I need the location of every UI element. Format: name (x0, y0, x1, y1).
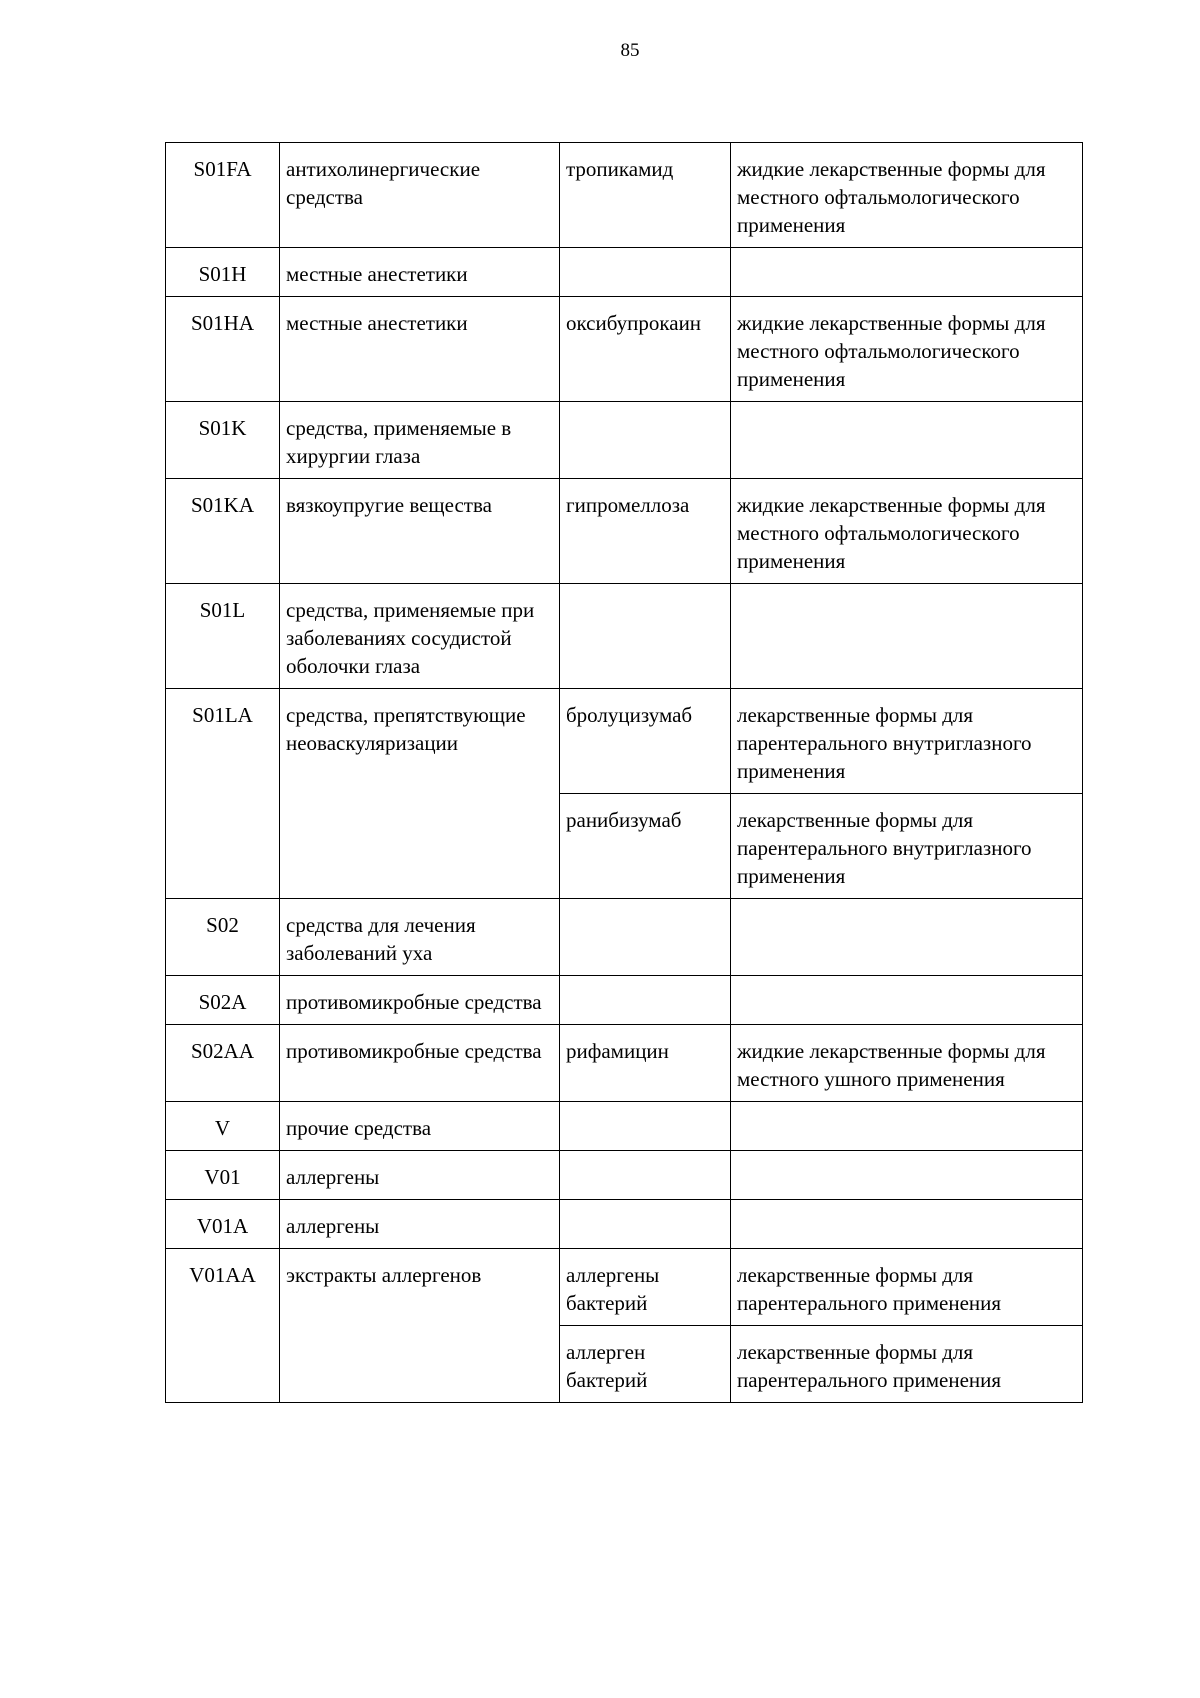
drug-name-cell: тропикамид (560, 143, 731, 248)
table-row (166, 1102, 1083, 1151)
table-row (166, 1025, 1083, 1102)
dosage-form-cell: жидкие лекарственные формы для местного офтальмологического применения (731, 479, 1083, 584)
drug-name-cell (560, 584, 731, 689)
table-body (166, 143, 1083, 1403)
pharmacological-group-cell: прочие средства (280, 1102, 560, 1151)
pharmacological-group-cell: противомикробные средства (280, 1025, 560, 1102)
drug-name-cell: рифамицин (560, 1025, 731, 1102)
table-row (166, 479, 1083, 584)
drug-name-cell (560, 1151, 731, 1200)
dosage-form-cell: лекарственные формы для парентерального внутриглазного применения (731, 689, 1083, 794)
atc-code-cell: S02AA (166, 1025, 280, 1102)
dosage-form-cell (731, 248, 1083, 297)
dosage-form-cell: жидкие лекарственные формы для местного офтальмологического применения (731, 297, 1083, 402)
dosage-form-cell: жидкие лекарственные формы для местного офтальмологического применения (731, 143, 1083, 248)
dosage-form-cell: лекарственные формы для парентерального применения (731, 1249, 1083, 1326)
table-row (166, 1151, 1083, 1200)
pharmacological-group-cell: местные анестетики (280, 248, 560, 297)
drug-name-cell: аллергены бактерий (560, 1249, 731, 1326)
atc-code-cell: S01KA (166, 479, 280, 584)
pharmacological-group-cell: вязкоупругие вещества (280, 479, 560, 584)
pharmacological-group-cell: противомикробные средства (280, 976, 560, 1025)
atc-code-cell: V01 (166, 1151, 280, 1200)
drug-name-cell (560, 1200, 731, 1249)
atc-code-cell: V01A (166, 1200, 280, 1249)
drug-name-cell: оксибупрокаин (560, 297, 731, 402)
atc-code-cell: V (166, 1102, 280, 1151)
drug-name-cell (560, 402, 731, 479)
table-row (166, 899, 1083, 976)
dosage-form-cell (731, 899, 1083, 976)
dosage-form-cell: лекарственные формы для парентерального внутриглазного применения (731, 794, 1083, 899)
table-row (166, 402, 1083, 479)
table-row (166, 297, 1083, 402)
atc-code-cell: S01HA (166, 297, 280, 402)
drug-classification-table (165, 142, 1083, 1403)
table-row (166, 143, 1083, 248)
dosage-form-cell (731, 976, 1083, 1025)
drug-name-cell: гипромеллоза (560, 479, 731, 584)
pharmacological-group-cell: аллергены (280, 1200, 560, 1249)
atc-code-cell: S02 (166, 899, 280, 976)
drug-name-cell (560, 899, 731, 976)
table-row (166, 248, 1083, 297)
dosage-form-cell (731, 1200, 1083, 1249)
pharmacological-group-cell: средства для лечения заболеваний уха (280, 899, 560, 976)
drug-name-cell (560, 248, 731, 297)
drug-name-cell: ранибизумаб (560, 794, 731, 899)
pharmacological-group-cell: антихолинергические средства (280, 143, 560, 248)
atc-code-cell: S01K (166, 402, 280, 479)
table-row (166, 976, 1083, 1025)
pharmacological-group-cell: экстракты аллергенов (280, 1249, 560, 1403)
dosage-form-cell (731, 1151, 1083, 1200)
table-row (166, 584, 1083, 689)
drug-name-cell (560, 1102, 731, 1151)
dosage-form-cell: лекарственные формы для парентерального применения (731, 1326, 1083, 1403)
drug-name-cell: бролуцизумаб (560, 689, 731, 794)
drug-name-cell (560, 976, 731, 1025)
page-number: 85 (620, 40, 640, 61)
table-row (166, 1200, 1083, 1249)
pharmacological-group-cell: аллергены (280, 1151, 560, 1200)
dosage-form-cell (731, 584, 1083, 689)
dosage-form-cell: жидкие лекарственные формы для местного ушного применения (731, 1025, 1083, 1102)
atc-code-cell: S01L (166, 584, 280, 689)
pharmacological-group-cell: местные анестетики (280, 297, 560, 402)
table-row (166, 1249, 1083, 1326)
pharmacological-group-cell: средства, применяемые при заболеваниях сосудистой оболочки глаза (280, 584, 560, 689)
dosage-form-cell (731, 402, 1083, 479)
atc-code-cell: S02A (166, 976, 280, 1025)
pharmacological-group-cell: средства, применяемые в хирургии глаза (280, 402, 560, 479)
atc-code-cell: S01LA (166, 689, 280, 899)
atc-code-cell: S01FA (166, 143, 280, 248)
atc-code-cell: S01H (166, 248, 280, 297)
table-row (166, 689, 1083, 794)
atc-code-cell: V01AA (166, 1249, 280, 1403)
pharmacological-group-cell: средства, препятствующие неоваскуляризации (280, 689, 560, 899)
drug-name-cell: аллерген бактерий (560, 1326, 731, 1403)
dosage-form-cell (731, 1102, 1083, 1151)
